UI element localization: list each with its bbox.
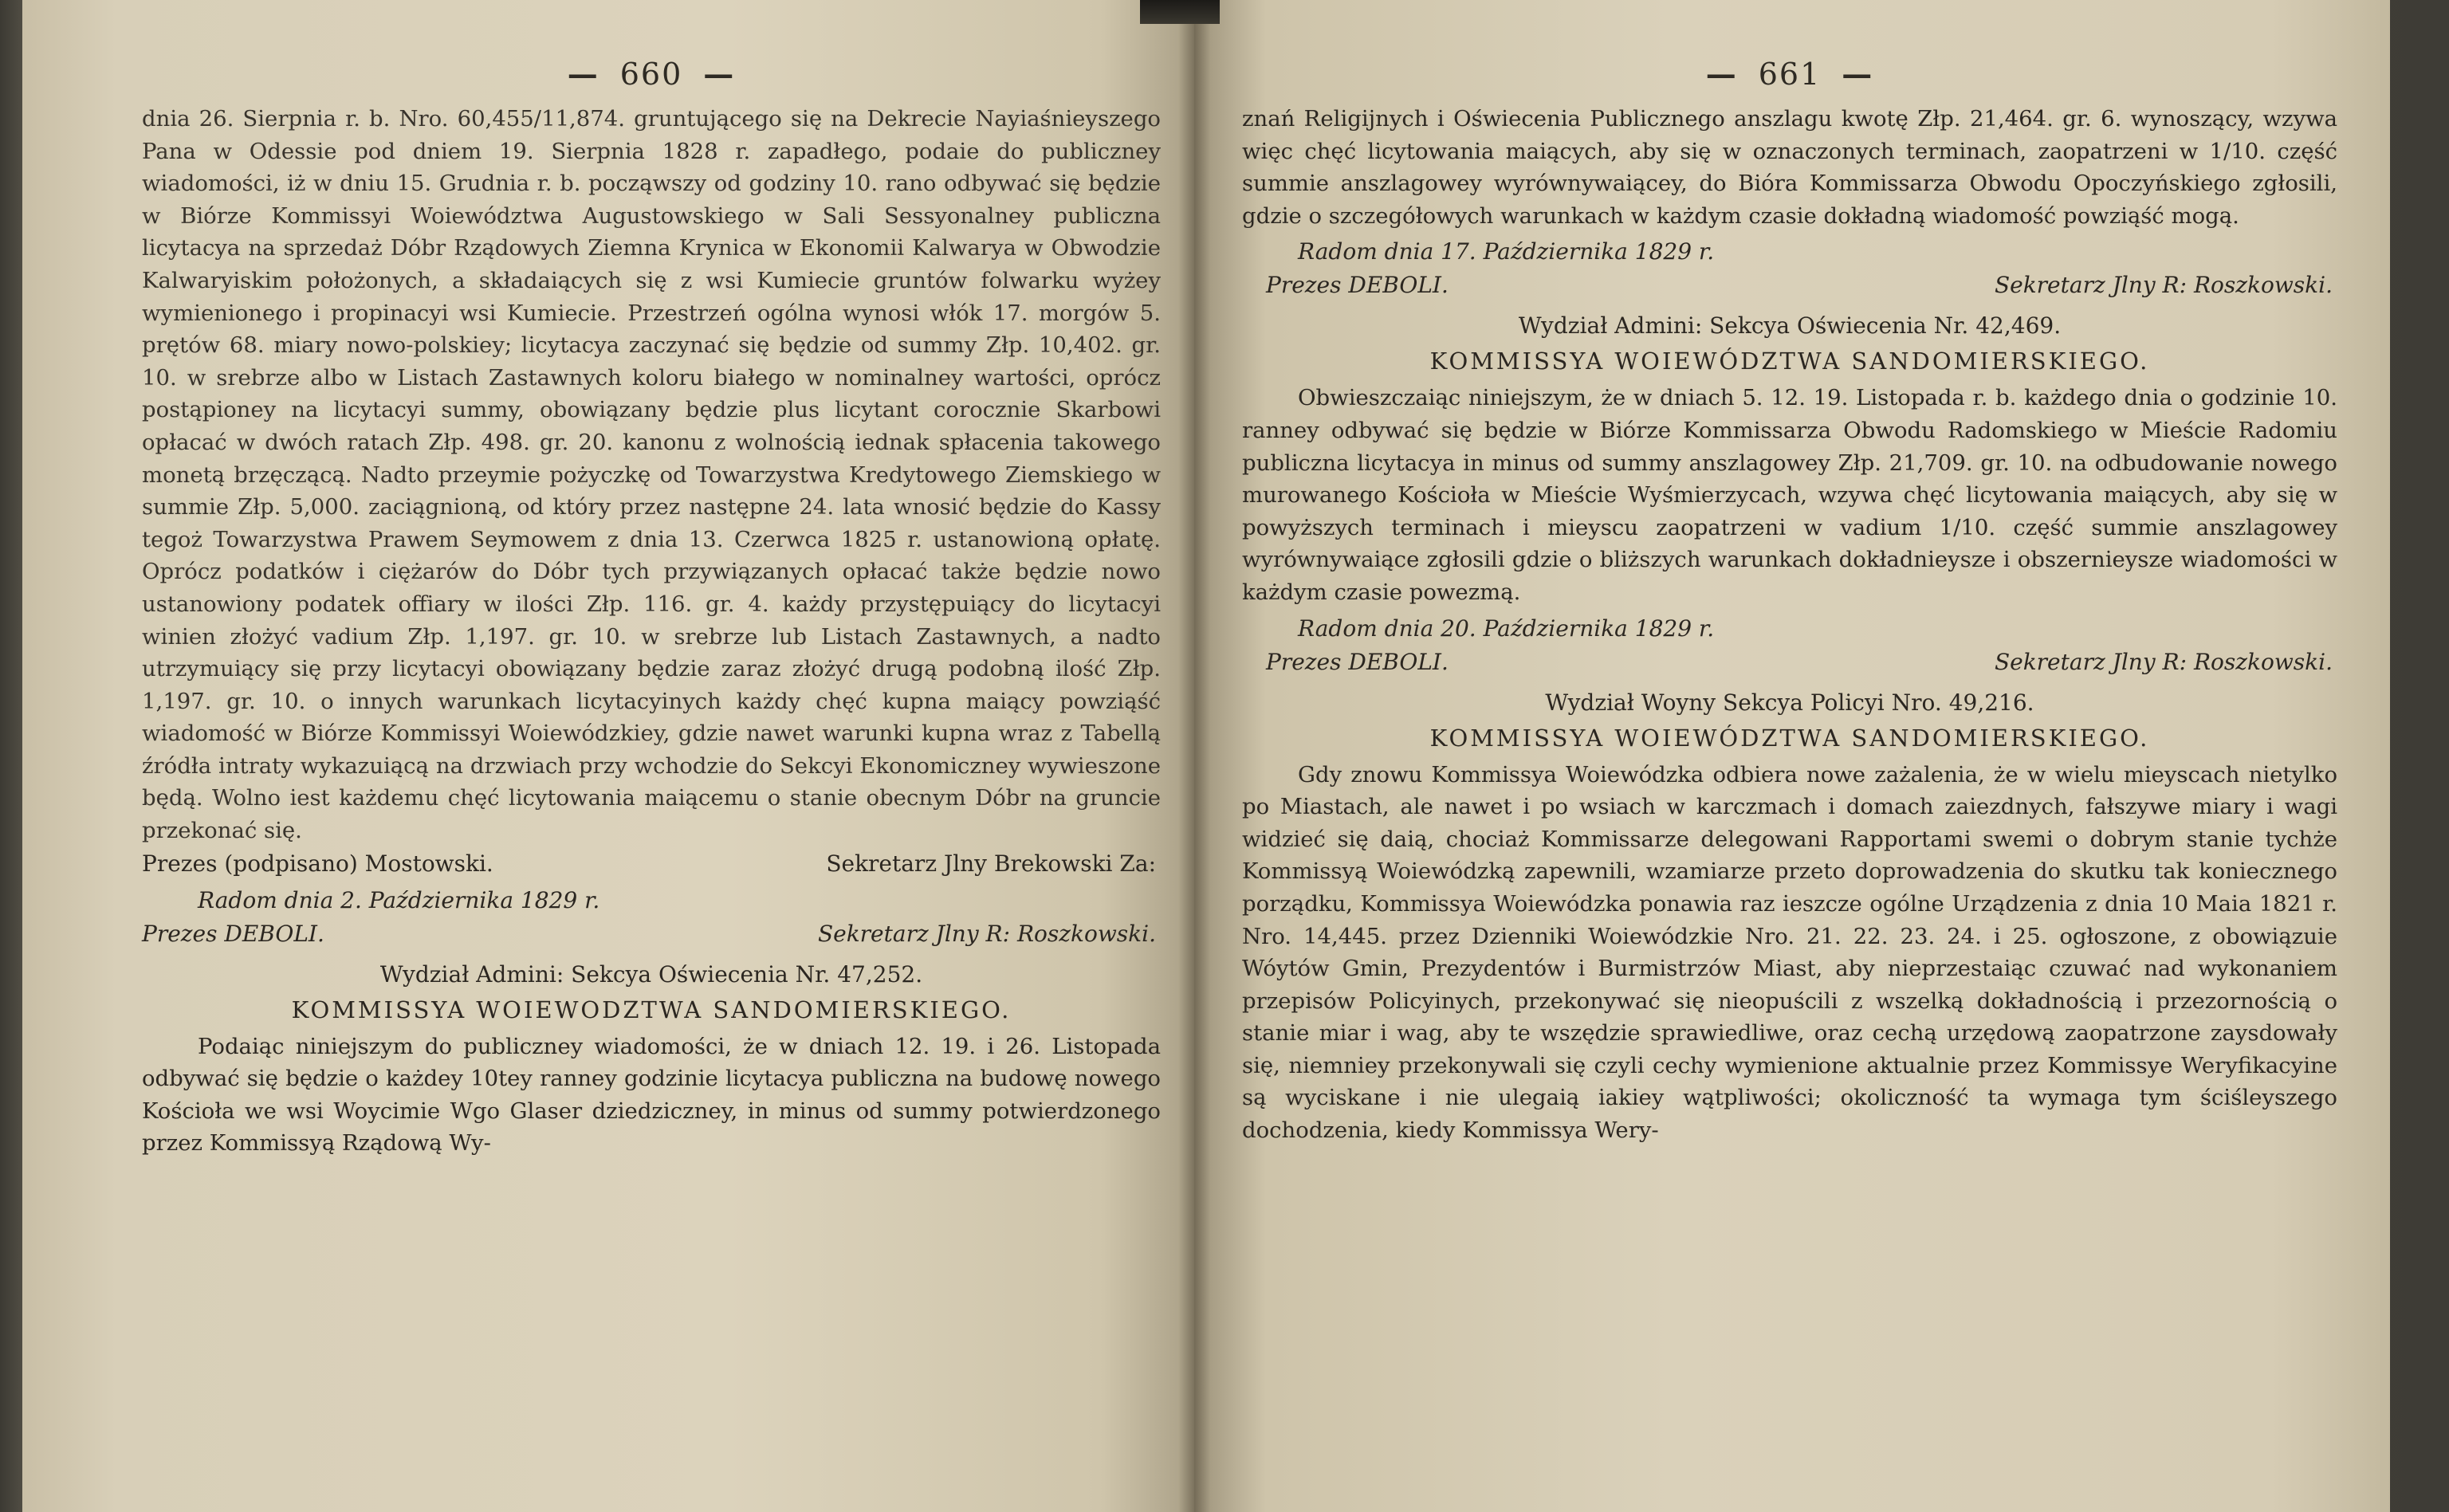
notice-text-continued: znań Religijnych i Oświecenia Publicznego anszlagu kwotę Złp. 21,464. gr. 6. wynoszący, wzywa więc chęć licytowania maiących, aby się w oznaczonych terminach, zaopatrzeni w 1/10. część summie anszlagowey wyrównywaiącey, do Bióra Kommissarza Obwodu Opoczyńskiego zgłosili, gdzie o szczegółowych warunkach w każdym czasie dokładną wiadomość powziąść mogą. (1242, 106, 2337, 229)
secretary-signature: Sekretarz Jlny R: Roszkowski. (1994, 272, 2333, 299)
department-reference: Wydział Admini: Sekcya Oświecenia Nr. 47,252. (379, 960, 923, 988)
secretary-signature: Sekretarz Jlny R: Roszkowski. (817, 920, 1156, 947)
notice-text-church-auction: Podaiąc niniejszym do publiczney wiadomości, że w dniach 12. 19. i 26. Listopada odbywać się będzie o każdey 10tey ranney godzinie licytacya publiczna na budowę nowego Kościoła we wsi Woycimie Wgo Glaser dziedziczney, in minus od summy potwierdzonego przez Kommissyą Rządową Wy- (142, 1033, 1161, 1157)
issue-date: Radom dnia 2. Października 1829 r. (198, 886, 600, 913)
binding-edge (1140, 0, 1220, 24)
issue-date: Radom dnia 20. Października 1829 r. (1298, 615, 1715, 642)
president-signature: Prezes DEBOLI. (142, 920, 324, 947)
secretary-signature: Sekretarz Jlny R: Roszkowski. (1994, 648, 2333, 675)
secretary-signature: Sekretarz Jlny Brekowski Za: (826, 850, 1156, 877)
issue-date: Radom dnia 17. Października 1829 r. (1298, 238, 1715, 265)
president-signature: Prezes (podpisano) Mostowski. (142, 850, 493, 877)
president-signature: Prezes DEBOLI. (1266, 648, 1449, 675)
president-signature: Prezes DEBOLI. (1266, 272, 1449, 299)
signature-row-deboli (1242, 646, 2337, 679)
book-gutter (1178, 0, 1210, 1512)
department-reference: Wydział Admini: Sekcya Oświecenia Nr. 42,469. (1518, 312, 2062, 340)
commission-heading: KOMMISSYA WOIEWODZTWA SANDOMIERSKIEGO. (291, 996, 1012, 1023)
commission-heading: KOMMISSYA WOIEWÓDZTWA SANDOMIERSKIEGO. (1429, 724, 2150, 752)
notice-text-church-rebuild: Obwieszczaiąc niniejszym, że w dniach 5. 12. 19. Listopada r. b. każdego dnia o godzinie 10. ranney odbywać się będzie w Biórze Kommissarza Obwodu Radomskiego w Mieście Radomiu publiczna licytacya in minus od summy anszlagowey Złp. 21,709. gr. 10. na odbudowanie nowego murowanego Kościoła w Mieście Wyśmierzycach, wzywa chęć licytowania maiących, aby się w powyższych terminach i mieyscu zaopatrzeni w vadium 1/10. część summie anszlagowey wyrównywaiące zgłosili gdzie o bliższych warunkach dokładnieysze i obszernieysze wiadomości w każdym czasie powezmą. (1242, 385, 2337, 605)
page-number-text: 660 (619, 57, 683, 92)
page-number-left: — 660 — (567, 56, 736, 92)
department-reference: Wydział Woyny Sekcya Policyi Nro. 49,216. (1545, 689, 2034, 716)
page-number-right: — 661 — (1705, 56, 1874, 92)
page-number-text: 661 (1758, 57, 1822, 92)
commission-heading: KOMMISSYA WOIEWÓDZTWA SANDOMIERSKIEGO. (1429, 348, 2150, 375)
left-page (22, 0, 1194, 1512)
notice-text-weights-measures: Gdy znowu Kommissya Woiewódzka odbiera nowe zażalenia, że w wielu mieyscach nietylko po Miastach, ale nawet i po wsiach w karczmach i domach zaiezdnych, fałszywe miary i wagi widzieć się daią, chociaż Kommissarze delegowani Rapportami swemi o dobrym stanie tychże Kommissyą Woiewódzką zapewnili, wzamiarze przeto doprowadzenia do skutku tak koniecznego porządku, Kommissya Woiewódzka ponawia raz ieszcze ogólne Urządzenia z dnia 10 Maia 1821 r. Nro. 14,445. przez Dzienniki Woiewódzkie Nro. 21. 22. 23. 24. i 25. ogłoszone, z obowiązuie Wóytów Gmin, Prezydentów i Burmistrzów Miast, aby nieprzestaiąc czuwać nad wykonaniem przepisów Policyinych, przekonywać się nieopuścili z wszelką dokładnością i przezornością o stanie miar i wag, aby te wszędzie sprawiedliwe, oraz cechą urzędową zaopatrzone zaysdowały się, niemniey przekonywali się czyli cechy wymienione aktualnie przez Kommissye Weryfikacyine są wyciskane i nie ulegaią iakiey wątpliwości; okoliczność ta wymaga tym ściśleyszego dochodzenia, kiedy Kommissya Wery- (1242, 761, 2337, 1144)
notice-text-estate-auction: dnia 26. Sierpnia r. b. Nro. 60,455/11,874. gruntującego się na Dekrecie Nayiaśnieyszego Pana w Odessie pod dniem 19. Sierpnia 1828 r. zapadłego, podaie do publiczney wiadomości, iż w dniu 15. Grudnia r. b. począwszy od godziny 10. rano odbywać się będzie w Biórze Kommissyi Woiewództwa Augustowskiego w Sali Sessyonalney publiczna licytacya na sprzedaż Dóbr Rządowych Ziemna Krynica w Ekonomii Kalwarya w Obwodzie Kalwaryiskim położonych, a składaiących się z wsi Kumiecie gruntów folwarku wyżey wymienionego i propinacyi wsi Kumiecie. Przestrzeń ogólna wynosi włók 17. morgów 5. prętów 68. miary nowo-polskiey; licytacya zaczynać się będzie od summy Złp. 10,402. gr. 10. w srebrze albo w Listach Zastawnych koloru białego w nominalney wartości, oprócz postąpioney na licytacyi summy, obowiązany będzie plus licytant corocznie Skarbowi opłacać w dwóch ratach Złp. 498. gr. 20. kanonu z wolnością iednak spłacenia takowego monetą brzęczącą. Nadto przeymie pożyczkę od Towarzystwa Kredytowego Ziemskiego w summie Złp. 5,000. zaciągnioną, od który przez następne 24. lata wnosić będzie do Kassy tegoż Towarzystwa Prawem Seymowem z dnia 13. Czerwca 1825 r. ustanowioną opłatę. Oprócz podatków i ciężarów do Dóbr tych przywiązanych opłacać także będzie nowo ustanowiony podatek offiary w ilości Złp. 116. gr. 4. każdy przystępuiący do licytacyi winien złożyć vadium Złp. 1,197. gr. 10. w srebrze lub Listach Zastawnych, a nadto utrzymuiący się przy licytacyi obowiązany będzie zaraz złożyć drugą podobną ilość Złp. 1,197. gr. 10. o innych warunkach licytacyinych każdy chęć kupna maiący powziąść wiadomość w Biórze Kommissyi Woiewódzkiey, gdzie nawet warunki kupna wraz z Tabellą źródła intraty wykazuiącą na drzwiach przy wchodzie do Sekcyi Ekonomiczney wywieszone będą. Wolno iest każdemu chęć licytowania maiącemu o stanie obecnym Dóbr na gruncie przekonać się. (142, 106, 1161, 844)
signature-row-deboli (1242, 269, 2337, 302)
signature-row-deboli (142, 917, 1161, 951)
right-page (1194, 0, 2390, 1512)
signature-row-mostowski (142, 847, 1161, 881)
